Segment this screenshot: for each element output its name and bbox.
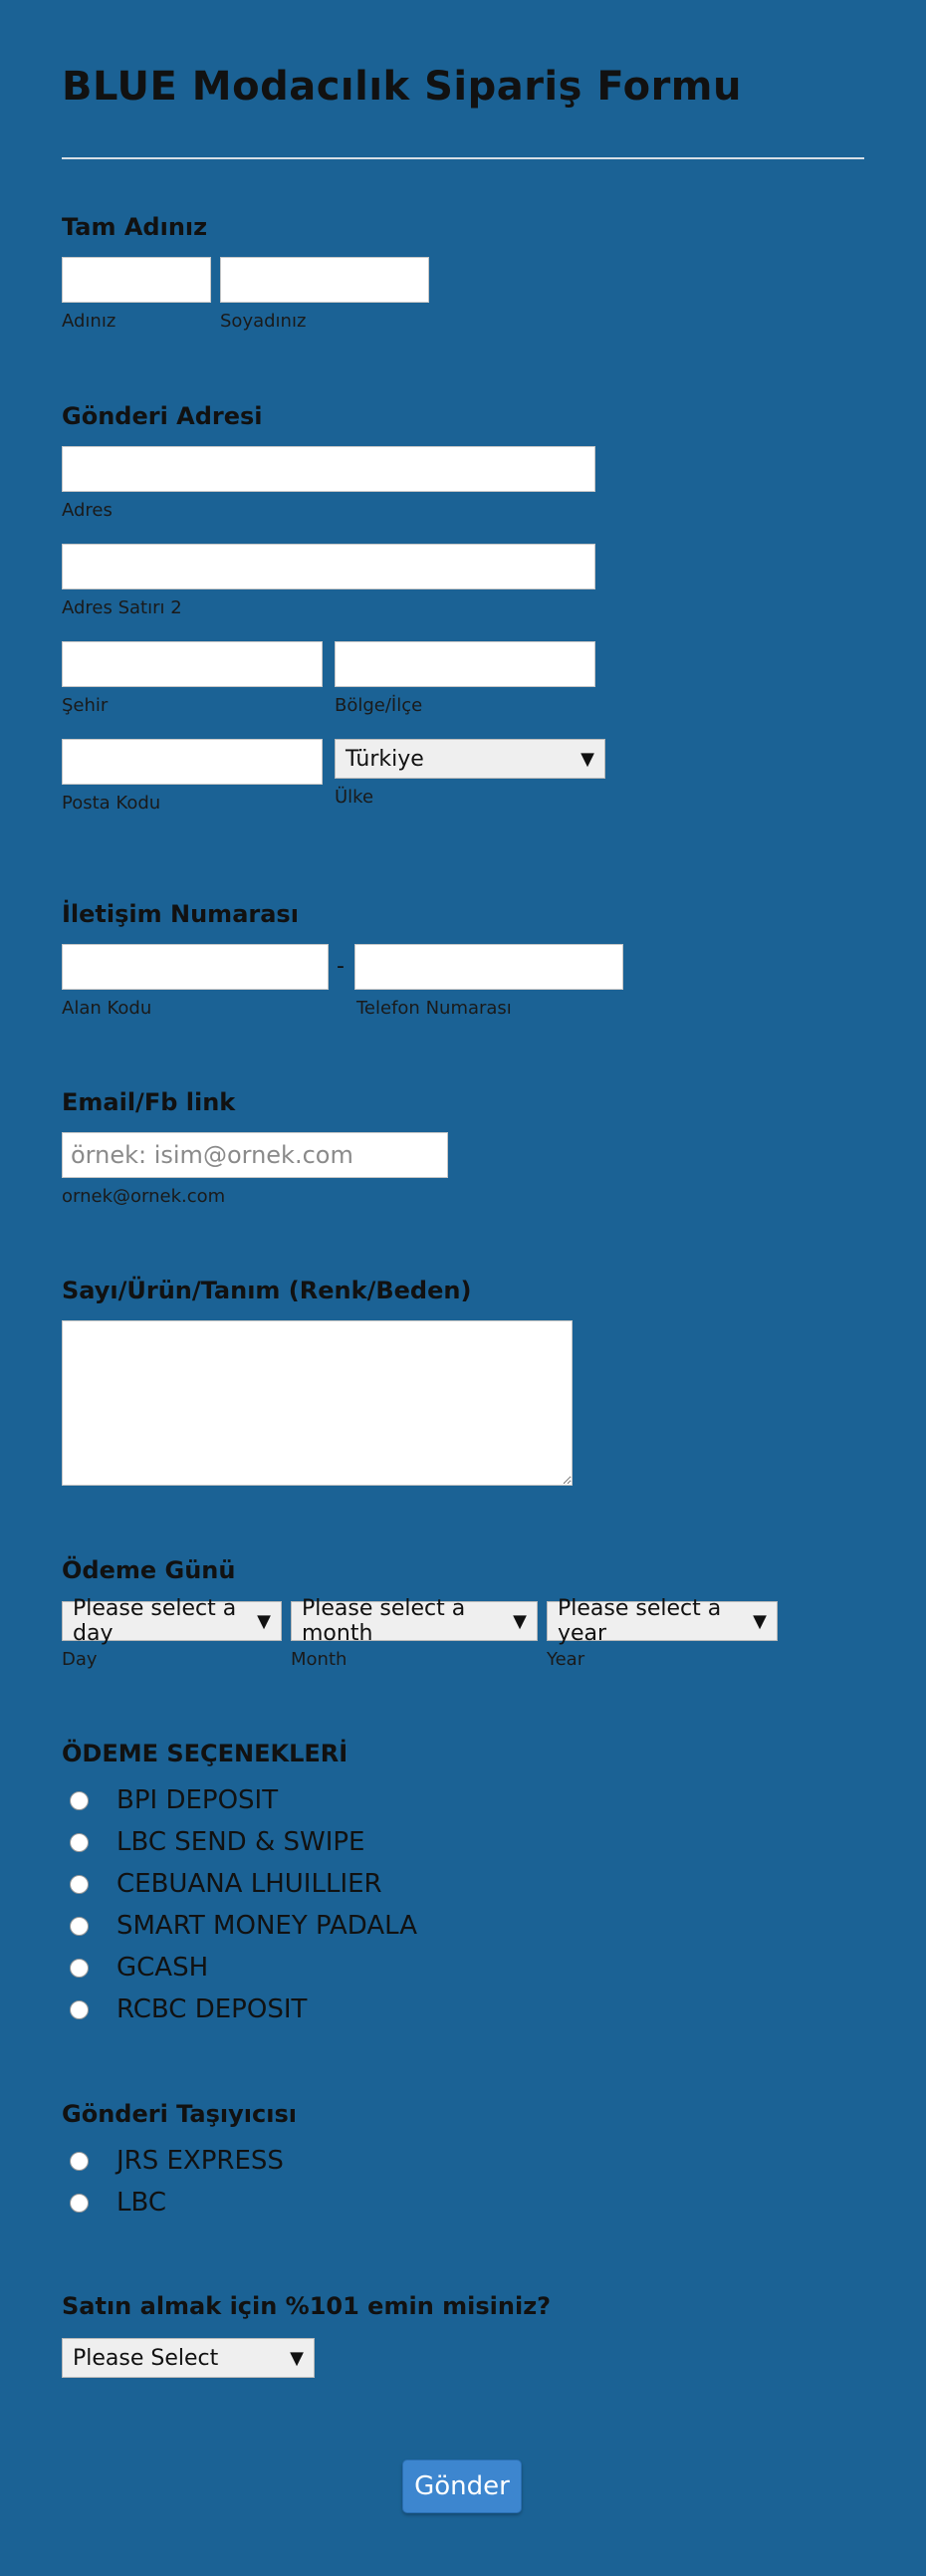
address-line2-sublabel: Adres Satırı 2 [62,597,182,618]
address-line2-input[interactable] [62,544,595,589]
first-name-input[interactable] [62,257,211,303]
radio-option-label: LBC [116,2188,167,2218]
radio-option-label: RCBC DEPOSIT [116,1994,308,2024]
radio-option-bpi-deposit[interactable] [70,1785,278,1815]
payment-date-label: Ödeme Günü [62,1556,236,1584]
phone-label: İletişim Numarası [62,900,299,928]
country-select[interactable] [335,739,605,779]
radio-option-lbc[interactable] [70,2188,166,2218]
confirm-select-value: Please Select [73,2345,219,2371]
last-name-sublabel: Soyadınız [220,311,307,332]
radio-option-rcbc-deposit[interactable] [70,1994,307,2024]
radio-button[interactable] [70,2152,89,2171]
day-select[interactable] [62,1596,282,1646]
chevron-down-icon: ▼ [257,1610,271,1632]
month-sublabel: Month [291,1649,347,1670]
area-code-input[interactable] [62,944,329,990]
chevron-down-icon: ▼ [580,748,594,770]
radio-option-jrs-express[interactable] [70,2146,284,2176]
radio-button[interactable] [70,1959,89,1978]
radio-option-cebuana-lhuillier[interactable] [70,1869,382,1899]
country-select-value: Türkiye [346,746,424,772]
title-divider [62,157,864,159]
radio-option-label: LBC SEND & SWIPE [116,1827,365,1857]
radio-option-lbc-send-swipe[interactable] [70,1827,364,1857]
chevron-down-icon: ▼ [513,1610,527,1632]
day-select-value: Please select a day [73,1596,237,1646]
phone-number-sublabel: Telefon Numarası [356,998,512,1019]
area-code-sublabel: Alan Kodu [62,998,152,1019]
year-select-value: Please select a year [558,1596,722,1646]
radio-button[interactable] [70,2194,89,2213]
radio-button[interactable] [70,1917,89,1936]
first-name-sublabel: Adınız [62,311,116,332]
postal-code-sublabel: Posta Kodu [62,793,161,814]
email-sublabel: ornek@ornek.com [62,1186,226,1207]
last-name-input[interactable] [220,257,429,303]
payment-options-label: ÖDEME SEÇENEKLERİ [62,1740,348,1767]
confirm-label: Satın almak için %101 emin misiniz? [62,2292,552,2320]
radio-button[interactable] [70,2000,89,2019]
confirm-select[interactable] [62,2338,315,2378]
radio-option-label: BPI DEPOSIT [116,1785,279,1815]
city-sublabel: Şehir [62,695,109,716]
email-label: Email/Fb link [62,1088,236,1116]
postal-code-input[interactable] [62,739,323,785]
year-sublabel: Year [547,1649,585,1670]
phone-number-input[interactable] [354,944,623,990]
radio-option-label: CEBUANA LHUILLIER [116,1869,382,1899]
region-input[interactable] [335,641,595,687]
month-select[interactable] [291,1596,538,1646]
carrier-label: Gönderi Taşıyıcısı [62,2100,297,2128]
country-sublabel: Ülke [335,787,374,808]
radio-option-label: SMART MONEY PADALA [116,1911,417,1941]
radio-button[interactable] [70,1833,89,1852]
submit-button[interactable]: Gönder [402,2459,522,2513]
month-select-value: Please select a month [302,1596,466,1646]
chevron-down-icon: ▼ [753,1610,767,1632]
email-input[interactable] [62,1132,448,1178]
year-select[interactable] [547,1596,778,1646]
radio-option-gcash[interactable] [70,1953,208,1983]
full-name-label: Tam Adınız [62,213,208,241]
radio-option-label: GCASH [116,1953,209,1983]
radio-button[interactable] [70,1875,89,1894]
description-textarea[interactable] [62,1320,573,1486]
radio-option-smart-money-padala[interactable] [70,1911,417,1941]
phone-separator: - [337,954,345,979]
radio-button[interactable] [70,1791,89,1810]
radio-option-label: JRS EXPRESS [116,2146,284,2176]
city-input[interactable] [62,641,323,687]
chevron-down-icon: ▼ [290,2347,304,2369]
day-sublabel: Day [62,1649,98,1670]
address-line1-input[interactable] [62,446,595,492]
form-title: BLUE Modacılık Sipariş Formu [62,64,742,110]
region-sublabel: Bölge/İlçe [335,695,423,716]
description-label: Sayı/Ürün/Tanım (Renk/Beden) [62,1277,472,1304]
address-line1-sublabel: Adres [62,500,113,521]
address-label: Gönderi Adresi [62,402,263,430]
